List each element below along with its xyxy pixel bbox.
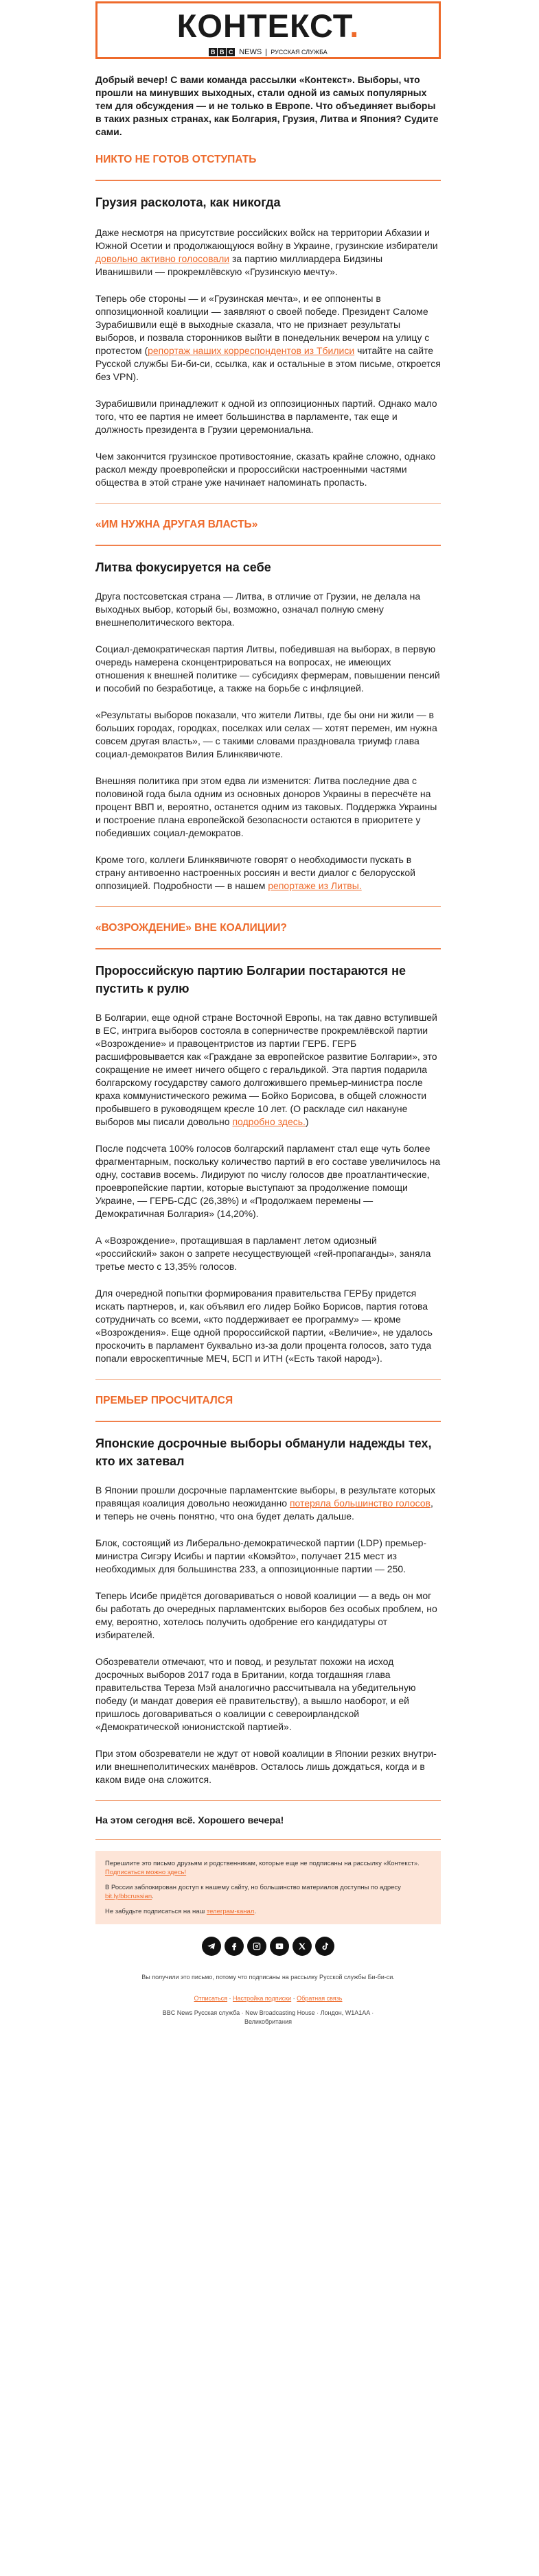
unsubscribe-link[interactable]: Отписаться	[194, 1995, 228, 2002]
paragraph: Социал-демократическая партия Литвы, победившая на выборах, в первую очередь намерена сконцентрироваться на вопросах, не имеющих отношения к внешней политике — субсидиях фермерам, повышении пенсий и пособий по безработице, а также на борьбе с инфляцией.	[95, 643, 440, 694]
mirror-link[interactable]: bit.ly/bbcrussian	[105, 1893, 152, 1900]
divider	[95, 948, 441, 949]
article-link[interactable]: репортаже из Литвы.	[268, 880, 362, 891]
section-title: Грузия расколота, как никогда	[95, 196, 281, 209]
section-kicker: «ИМ НУЖНА ДРУГАЯ ВЛАСТЬ»	[95, 519, 258, 530]
divider	[95, 1379, 441, 1380]
paragraph: Зурабишвили принадлежит к одной из оппозиционных партий. Однако мало того, что ее партия не имеет большинства в парламенте, так еще и должность президента в Грузии церемониальна.	[95, 398, 437, 435]
mirror-note: В России заблокирован доступ к нашему сайту, но большинство материалов доступны по адресу bit.ly/bbcrussian.	[105, 1884, 401, 1900]
divider	[95, 1800, 441, 1801]
paragraph: Кроме того, коллеги Блинкявичюте говорят о необходимости пускать в страну антивоенно настроенных россиян и вести диалог с белорусской оппозицией. Подробности — в нашем репортаже из Литвы.	[95, 854, 415, 891]
paragraph: Теперь Исибе придётся договариваться о новой коалиции — а ведь он мог бы работать до очередных парламентских выборов без особых проблем, но ему, вероятно, хотелось получить одобрение его кандидатуры от избирателей.	[95, 1590, 437, 1640]
paragraph: А «Возрождение», протащившая в парламент летом одиозный «российский» закон о запрете несуществующей «гей-пропаганды», заняла третье место с 13,35% голосов.	[95, 1235, 431, 1272]
section-title: Японские досрочные выборы обманули надежды тех, кто их затевал	[95, 1437, 432, 1468]
postal-address: BBC News Русская служба · New Broadcasting House · Лондон, W1A1AA · Великобритания	[162, 2009, 374, 2025]
footer-info-box	[95, 1851, 441, 1924]
newsletter-header	[95, 1, 441, 59]
article-link[interactable]: потеряла большинство голосов	[289, 1498, 431, 1509]
paragraph: Внешняя политика при этом едва ли изменится: Литва последние два с половиной года была одним из основных доноров Украины в пересчёте на процент ВВП и, вероятно, останется одним из таковых. Поддержка Украины и построение плана европейской безопасности остаются в приоритете у победивших социал-демократов.	[95, 775, 437, 838]
article-link[interactable]: репортаж наших корреспондентов из Тбилиси	[148, 345, 355, 356]
paragraph: Для очередной попытки формирования правительства ГЕРБу придется искать партнеров, и, как объявил его лидер Бойко Борисов, партия готова сотрудничать со всеми, «кто поддерживает ее программу» — кроме «Возрождения». Еще одной пророссийской партии, «Величие», не удалось проскочить в парламент буквально из-за доли процента голосов, зато туда попали евроскептичные МЕЧ, БСП и ИТН («Есть такой народ»).	[95, 1288, 433, 1364]
paragraph: Обозреватели отмечают, что и повод, и результат похожи на исход досрочных выборов 2017 года в Британии, когда тогдашняя глава правительства Тереза Мэй аналогично рассчитывала на убедительную победу (и мандат доверия её правительству), а вышло наоборот, и ей пришлось договариваться о коалиции с североирландской «Демократической юнионистской партией».	[95, 1656, 416, 1732]
section-title: Литва фокусируется на себе	[95, 560, 271, 574]
section-title: Пророссийскую партию Болгарии постараются не пустить к рулю	[95, 964, 406, 995]
intro-text: Добрый вечер! С вами команда рассылки «Контекст». Выборы, что прошли на минувших выходных, стали одной из самых популярных тем для обсуждения — и не только в Европе. Что объединяет выборы в таких разных странах, как Болгария, Грузия, Литва и Япония? Судите сами.	[95, 74, 439, 137]
bbc-logo: B B C	[209, 48, 235, 56]
divider	[95, 180, 441, 181]
facebook-icon[interactable]	[225, 1937, 244, 1956]
paragraph: «Результаты выборов показали, что жители Литвы, где бы они ни жили — в больших городах, городках, поселках или селах — хотят перемен, им нужна совсем другая власть», — с такими словами праздновала триумф глава социал-демократов Вилия Блинкявичюте.	[95, 709, 437, 759]
tiktok-icon[interactable]	[315, 1937, 334, 1956]
paragraph: При этом обозреватели не ждут от новой коалиции в Японии резких внутри- или внешнеполитических манёвров. Осталось лишь дождаться, когда и в каком виде она сложится.	[95, 1748, 437, 1785]
subscribe-link[interactable]: Подписаться можно здесь!	[105, 1869, 187, 1876]
newsletter-column	[95, 1, 441, 2026]
paragraph: В Японии прошли досрочные парламентские выборы, в результате которых правящая коалиция довольно неожиданно потеряла большинство голосов, и теперь не очень понятно, что она будет делать дальше.	[95, 1485, 436, 1522]
x-icon[interactable]	[293, 1937, 312, 1956]
section-kicker: ПРЕМЬЕР ПРОСЧИТАЛСЯ	[95, 1395, 233, 1406]
footer-links: Отписаться · Настройка подписки · Обратная связь	[194, 1995, 343, 2002]
divider	[95, 1839, 441, 1840]
telegram-note: Не забудьте подписаться на наш телеграм-канал.	[105, 1908, 256, 1915]
feedback-link[interactable]: Обратная связь	[297, 1995, 343, 2002]
paragraph: Блок, состоящий из Либерально-демократической партии (LDP) премьер-министра Сигэру Исибы и партии «Комэйто», получает 215 мест из необходимых для большинства 233, а оппозиционные партии — 250.	[95, 1537, 427, 1574]
paragraph: Даже несмотря на присутствие российских войск на территории Абхазии и Южной Осетии и продолжающуюся войну в Украине, грузинские избиратели довольно активно голосовали за партию миллиардера Бидзины Иванишвили — прокремлёвскую «Грузинскую мечту».	[95, 227, 438, 277]
divider	[95, 1421, 441, 1422]
section-kicker: «ВОЗРОЖДЕНИЕ» ВНЕ КОАЛИЦИИ?	[95, 922, 287, 934]
telegram-icon[interactable]	[202, 1937, 221, 1956]
paragraph: После подсчета 100% голосов болгарский парламент стал еще чуть более фрагментарным, поскольку количество партий в его составе увеличилось на одну, составив восемь. Лидируют по числу голосов две проатлантические, проевропейские партии, которые выступают за продолжение помощи Украине, — ГЕРБ-СДС (26,38%) и «Продолжаем перемены — Демократичная Болгария» (14,20%).	[95, 1143, 441, 1219]
forward-note: Перешлите это письмо друзьям и родственникам, которые еще не подписаны на рассылку «Контекст». Подписаться можно здесь!	[105, 1860, 420, 1876]
section-kicker: НИКТО НЕ ГОТОВ ОТСТУПАТЬ	[95, 154, 257, 165]
paragraph: В Болгарии, еще одной стране Восточной Европы, на так давно вступившей в ЕС, интрига выборов состояла в соперничестве прокремлёвской партии «Возрождение» и правоцентристов из партии ГЕРБ. ГЕРБ расшифровывается как «Граждане за европейское развитие Болгарии», это сокращение не имеет ничего общего с геральдикой. Эта партия подарила болгарскому государству самого долгожившего премьер-министра после краха коммунистического режима — Бойко Борисова, в общей сложности пробывшего в руководящем кресле 10 лет. (О раскладе сил накануне выборов мы писали довольно подробно здесь.)	[95, 1012, 437, 1127]
article-link[interactable]: довольно активно голосовали	[95, 253, 230, 264]
divider	[95, 503, 441, 504]
kontekst-logo: КОНТЕКСТ.	[176, 8, 360, 44]
manage-subscription-link[interactable]: Настройка подписки	[233, 1995, 292, 2002]
social-links	[95, 1937, 441, 1956]
instagram-icon[interactable]	[247, 1937, 266, 1956]
bbc-news-label: NEWS	[239, 48, 262, 56]
telegram-channel-link[interactable]: телеграм-канал	[206, 1908, 255, 1915]
paragraph: Друга постсоветская страна — Литва, в отличие от Грузии, не делала на выходных выбор, который бы, возможно, означал полную смену внешнеполитического вектора.	[95, 591, 421, 628]
divider	[95, 906, 441, 907]
paragraph: Чем закончится грузинское противостояние, сказать крайне сложно, однако раскол между проевропейски и пророссийски настроенными частями общества в этой стране уже начинает напоминать пропасть.	[95, 451, 436, 488]
divider	[95, 545, 441, 546]
bbc-russian-service-brand	[98, 48, 439, 56]
russian-service-label: РУССКАЯ СЛУЖБА	[271, 49, 328, 56]
subscription-notice: Вы получили это письмо, потому что подписаны на рассылку Русской службы Би-би-си.	[141, 1974, 395, 1981]
youtube-icon[interactable]	[270, 1937, 289, 1956]
signoff-text: На этом сегодня всё. Хорошего вечера!	[95, 1815, 284, 1825]
paragraph: Теперь обе стороны — и «Грузинская мечта», и ее оппоненты в оппозиционной коалиции — заявляют о своей победе. Президент Саломе Зурабишвили ещё в выходные сказала, что не признает результаты выборов, и позвала сторонников выйти в понедельник вечером на улицу с протестом (репортаж наших корреспондентов из Тбилиси читайте на сайте Русской службы Би-би-си, ссылка, как и остальные в этом письме, откроется без VPN).	[95, 293, 441, 382]
article-link[interactable]: подробно здесь.	[232, 1116, 306, 1127]
